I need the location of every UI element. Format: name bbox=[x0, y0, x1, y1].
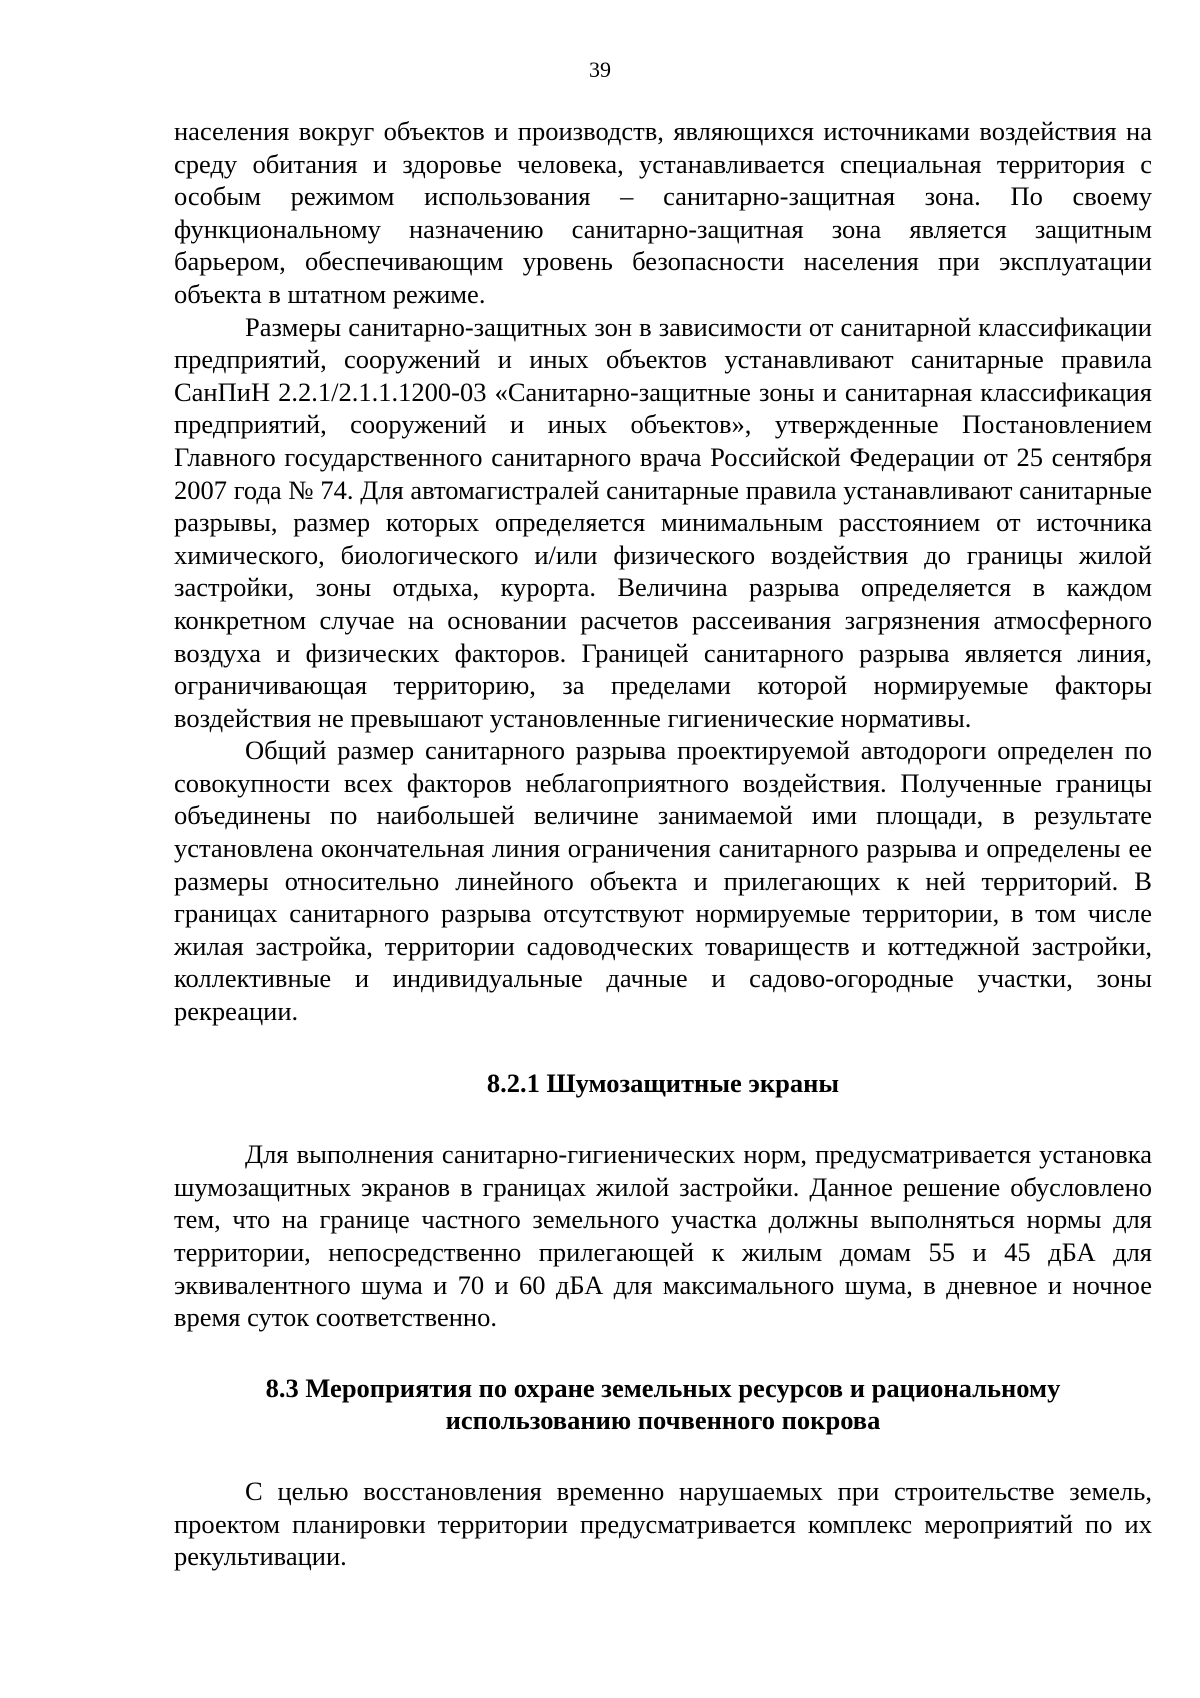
paragraph-sanitary-zone-definition: населения вокруг объектов и производств, являющихся источниками воздействия на среду обитания и здоровье человека, устанавливается специальная территория с особым режимом использования – санитарно-защитная зона. По своему функциональному назначению санитарно-защитная зона является защитным барьером, обеспечивающим уровень безопасности населения при эксплуатации объекта в штатном режиме. bbox=[174, 116, 1152, 309]
document-body bbox=[174, 115, 1152, 1573]
section-heading-8-3-line-2: использованию почвенного покрова bbox=[445, 1405, 881, 1436]
section-heading-8-3-line-1: 8.3 Мероприятия по охране земельных ресурсов и рациональному bbox=[265, 1372, 1061, 1403]
section-heading-8-2-1: 8.2.1 Шумозащитные экраны bbox=[486, 1067, 840, 1098]
section-heading-8-3 bbox=[174, 1372, 1152, 1437]
paragraph-sanpin-rules: Размеры санитарно-защитных зон в зависимости от санитарной классификации предприятий, сооружений и иных объектов устанавливают санитарные правила СанПиН 2.2.1/2.1.1.1200-03 «Санитарно-защитные зоны и санитарная классификация предприятий, сооружений и иных объектов», утвержденные Постановлением Главного государственного санитарного врача Российской Федерации от 25 сентября 2007 года № 74. Для автомагистралей санитарные правила устанавливают санитарные разрывы, размер которых определяется минимальным расстоянием от источника химического, биологического и/или физического воздействия до границы жилой застройки, зоны отдыха, курорта. Величина разрыва определяется в каждом конкретном случае на основании расчетов рассеивания загрязнения атмосферного воздуха и физических факторов. Границей санитарного разрыва является линия, ограничивающая территорию, за пределами которой нормируемые факторы воздействия не превышают установленные гигиенические нормативы. bbox=[174, 311, 1152, 733]
paragraph-sanitary-gap-size: Общий размер санитарного разрыва проектируемой автодороги определен по совокупности всех факторов неблагоприятного воздействия. Полученные границы объединены по наибольшей величине занимаемой ими площади, в результате установлена окончательная линия ограничения санитарного разрыва и определены ее размеры относительно линейного объекта и прилегающих к ней территорий. В границах санитарного разрыва отсутствуют нормируемые территории, в том числе жилая застройка, территории садоводческих товариществ и коттеджной застройки, коллективные и индивидуальные дачные и садово-огородные участки, зоны рекреации. bbox=[174, 735, 1152, 1027]
paragraph-land-recultivation: С целью восстановления временно нарушаемых при строительстве земель, проектом планировки территории предусматривается комплекс мероприятий по их рекультивации. bbox=[174, 1475, 1152, 1572]
page-number: 39 bbox=[589, 57, 611, 82]
paragraph-noise-screens: Для выполнения санитарно-гигиенических норм, предусматривается установка шумозащитных экранов в границах жилой застройки. Данное решение обусловлено тем, что на границе частного земельного участка должны выполняться нормы для территории, непосредственно прилегающей к жилым домам 55 и 45 дБА для эквивалентного шума и 70 и 60 дБА для максимального шума, в дневное и ночное время суток соответственно. bbox=[174, 1139, 1152, 1333]
